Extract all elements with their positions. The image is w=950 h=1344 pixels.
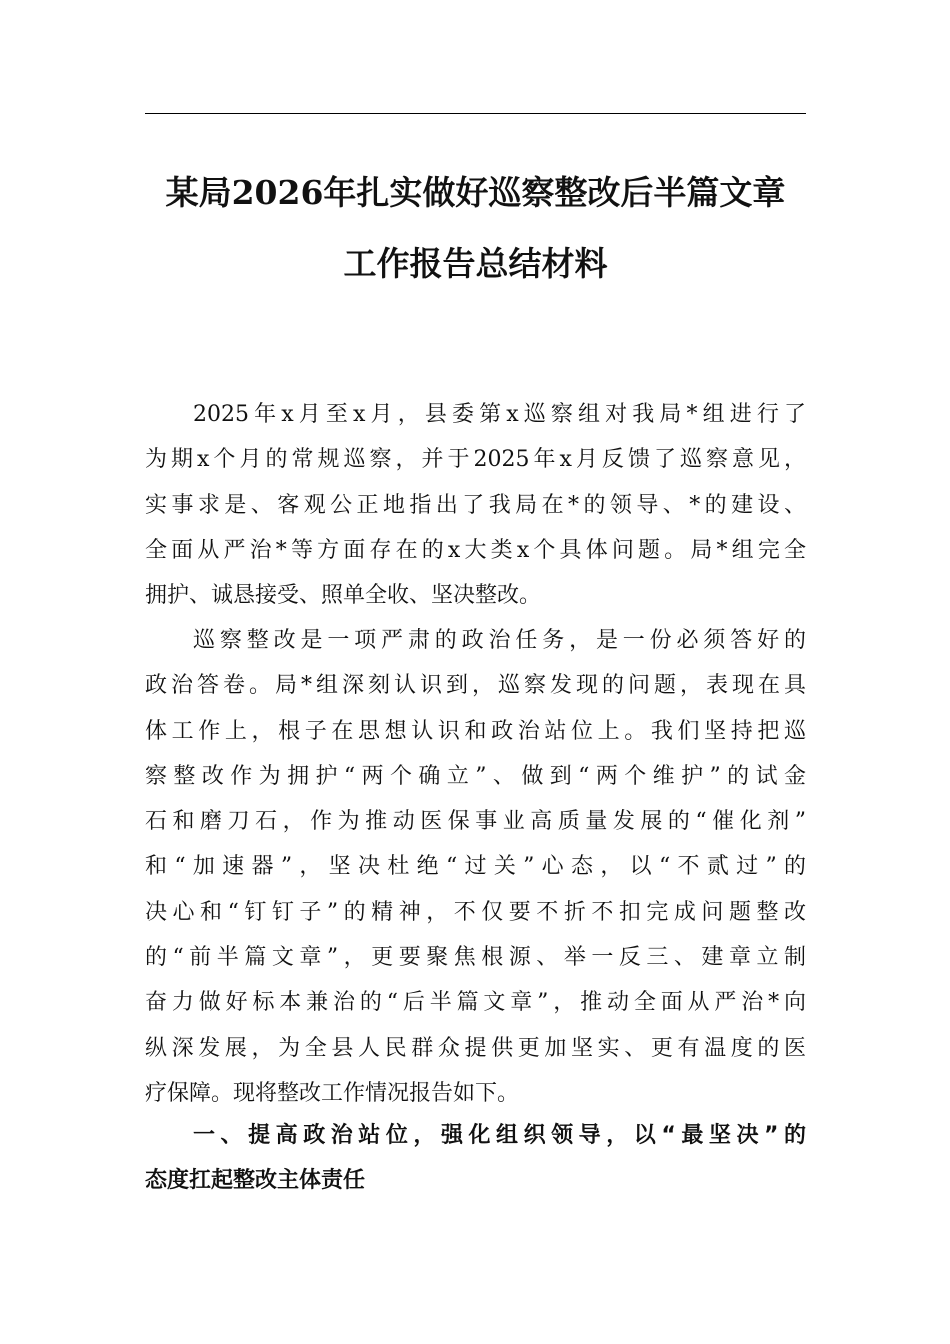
header-rule [145, 113, 806, 114]
paragraph-line: 拥护、诚恳接受、照单全收、坚决整改。 [145, 583, 542, 609]
paragraph-line: 的“前半篇文章”，更要聚焦根源、举一反三、建章立制 [145, 945, 806, 971]
document-title-line-1: 某局2026年扎实做好巡察整改后半篇文章 [165, 173, 786, 212]
paragraph-line: 纵深发展，为全县人民群众提供更加坚实、更有温度的医 [145, 1035, 806, 1061]
paragraph-line: 2025年x月至x月，县委第x巡察组对我局*组进行了 [193, 402, 806, 427]
paragraph-line: 决心和“钉钉子”的精神，不仅要不折不扣完成问题整改 [145, 899, 806, 925]
paragraph-line: 察整改作为拥护“两个确立”、做到“两个维护”的试金 [145, 763, 806, 789]
paragraph-line: 政治答卷。局*组深刻认识到，巡察发现的问题，表现在具 [145, 673, 806, 699]
paragraph-line: 疗保障。现将整改工作情况报告如下。 [145, 1080, 520, 1106]
paragraph-line: 巡察整改是一项严肃的政治任务，是一份必须答好的 [193, 628, 806, 653]
section-heading-1 [145, 1121, 806, 1212]
paragraph-line: 实事求是、客观公正地指出了我局在*的领导、*的建设、 [145, 492, 806, 518]
paragraph-line: 和“加速器”，坚决杜绝“过关”心态，以“不贰过”的 [145, 854, 806, 880]
section-heading-line: 一、提高政治站位，强化组织领导，以“最坚决”的 [193, 1123, 806, 1148]
section-heading-line: 态度扛起整改主体责任 [145, 1168, 366, 1194]
paragraph-line: 体工作上，根子在思想认识和政治站位上。我们坚持把巡 [145, 718, 806, 744]
paragraph-intro [145, 400, 806, 626]
paragraph-overview [145, 626, 806, 1124]
document-title-line-2: 工作报告总结材料 [343, 244, 608, 283]
paragraph-line: 全面从严治*等方面存在的x大类x个具体问题。局*组完全 [145, 537, 806, 563]
paragraph-line: 为期x个月的常规巡察，并于2025年x月反馈了巡察意见， [145, 447, 806, 473]
paragraph-line: 石和磨刀石，作为推动医保事业高质量发展的“催化剂” [145, 809, 806, 835]
paragraph-line: 奋力做好标本兼治的“后半篇文章”，推动全面从严治*向 [145, 990, 806, 1016]
